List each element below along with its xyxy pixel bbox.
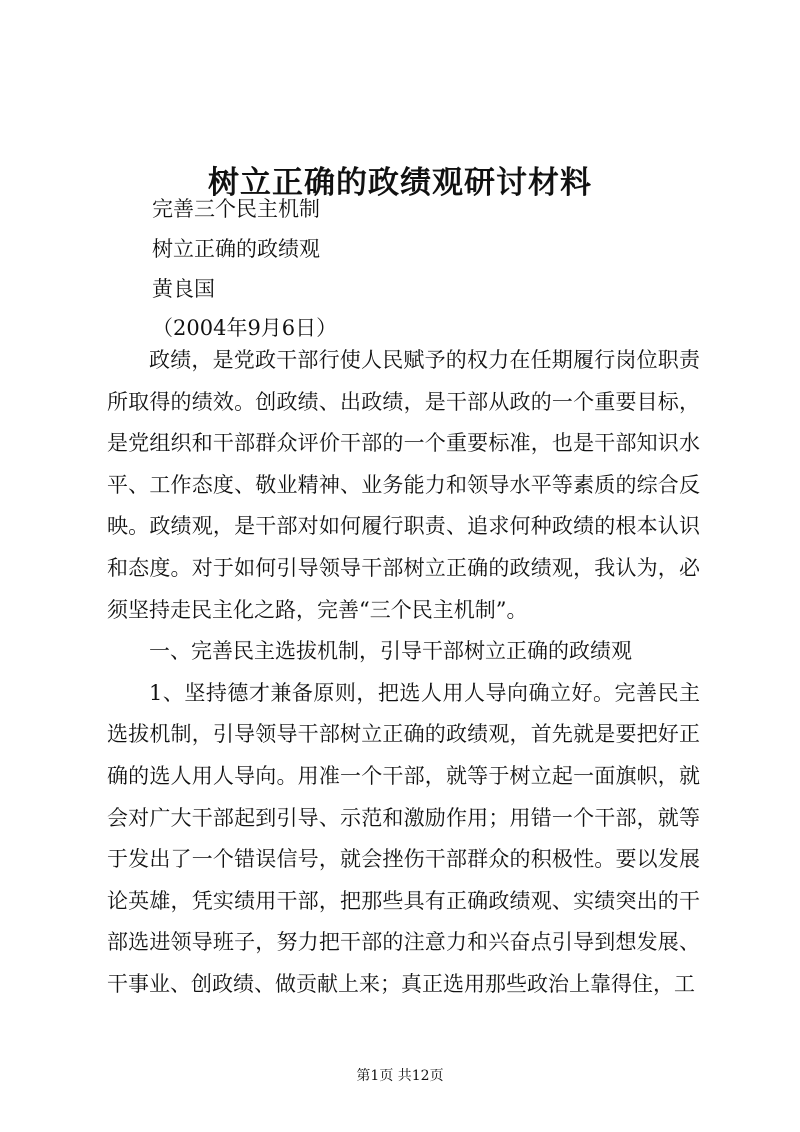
subtitle-line-theme: 树立正确的政绩观: [152, 237, 320, 261]
subtitle-line-mechanism: 完善三个民主机制: [152, 197, 320, 221]
author-name: 黄良国: [152, 277, 215, 301]
body-paragraph-point-1: 1、坚持德才兼备原则，把选人用人导向确立好。完善民主选拔机制，引导领导干部树立正确的政绩观，首先就是要把好正确的选人用人导向。用准一个干部，就等于树立起一面旗帜，就会对广大干部起到引导、示范和激励作用；用错一个干部，就等于发出了一个错误信号，就会挫伤干部群众的积极性。要以发展论英雄，凭实绩用干部，把那些具有正确政绩观、实绩突出的干部选进领导班子，努力把干部的注意力和兴奋点引导到想发展、干事业、创政绩、做贡献上来；真正选用那些政治上靠得住，工: [107, 680, 700, 996]
section-heading-1: 一、完善民主选拔机制，引导干部树立正确的政绩观: [149, 639, 632, 664]
body-paragraph-intro: 政绩，是党政干部行使人民赋予的权力在任期履行岗位职责所取得的绩效。创政绩、出政绩，是干部从政的一个重要目标，是党组织和干部群众评价干部的一个重要标准，也是干部知识水平、工作态度、敬业精神、业务能力和领导水平等素质的综合反映。政绩观，是干部对如何履行职责、追求何种政绩的根本认识和态度。对于如何引导领导干部树立正确的政绩观，我认为，必须坚持走民主化之路，完善“三个民主机制”。: [107, 348, 700, 622]
page-title: 树立正确的政绩观研讨材料: [208, 164, 592, 201]
document-body: [107, 340, 700, 1006]
page-number-footer: 第1页 共12页: [356, 1068, 444, 1084]
document-date: （2004年9月6日）: [152, 316, 338, 340]
